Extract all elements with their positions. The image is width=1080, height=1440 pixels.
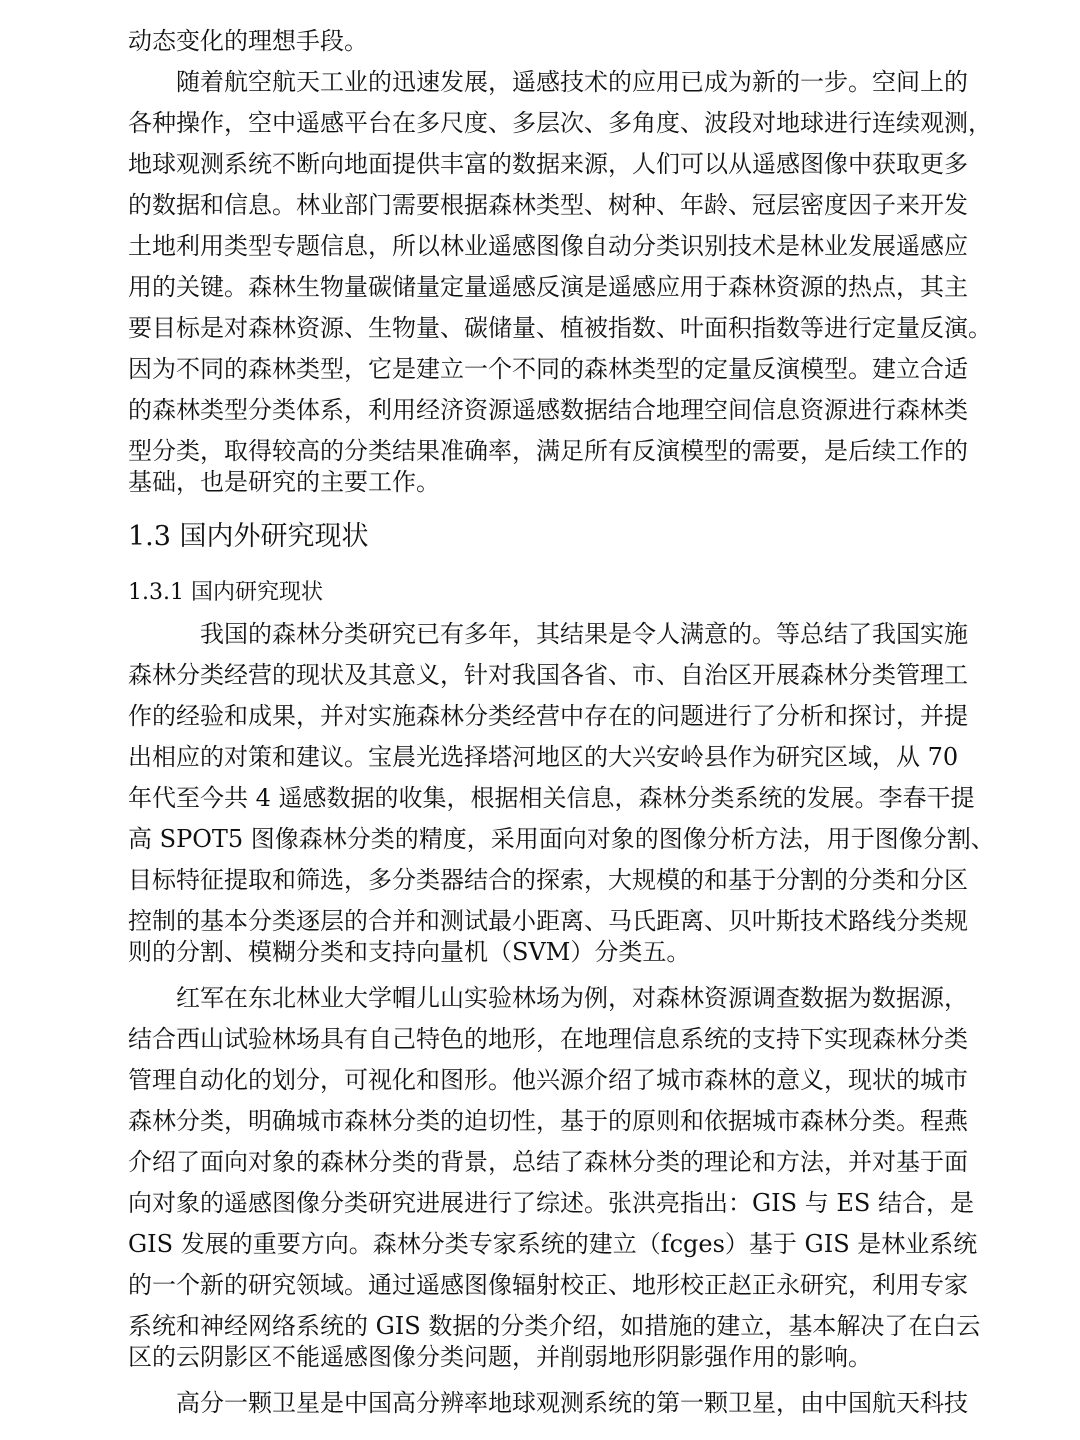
paragraph-line: 地球观测系统不断向地面提供丰富的数据来源，人们可以从遥感图像中获取更多 <box>128 150 968 178</box>
paragraph-line: 目标特征提取和筛选，多分类器结合的探索，大规模的和基于分割的分类和分区 <box>128 866 968 894</box>
paragraph-line: 动态变化的理想手段。 <box>128 27 368 55</box>
paragraph-line: 结合西山试验林场具有自己特色的地形，在地理信息系统的支持下实现森林分类 <box>128 1025 968 1053</box>
paragraph-line: 型分类，取得较高的分类结果准确率，满足所有反演模型的需要，是后续工作的 <box>128 437 968 465</box>
paragraph-line: 系统和神经网络系统的 GIS 数据的分类介绍，如措施的建立，基本解决了在白云 <box>128 1312 981 1340</box>
paragraph-line: 的数据和信息。林业部门需要根据森林类型、树种、年龄、冠层密度因子来开发 <box>128 191 968 219</box>
subsection-heading: 1.3.1 国内研究现状 <box>128 580 323 605</box>
paragraph-line: 高 SPOT5 图像森林分类的精度，采用面向对象的图像分析方法，用于图像分割、 <box>128 825 995 853</box>
paragraph-line: 区的云阴影区不能遥感图像分类问题，并削弱地形阴影强作用的影响。 <box>128 1343 872 1371</box>
section-heading: 1.3 国内外研究现状 <box>128 521 369 552</box>
paragraph-line: 森林分类经营的现状及其意义，针对我国各省、市、自治区开展森林分类管理工 <box>128 661 968 689</box>
paragraph-line: 红军在东北林业大学帽儿山实验林场为例，对森林资源调查数据为数据源， <box>176 984 968 1012</box>
paragraph-line: 各种操作，空中遥感平台在多尺度、多层次、多角度、波段对地球进行连续观测， <box>128 109 992 137</box>
paragraph-line: 管理自动化的划分，可视化和图形。他兴源介绍了城市森林的意义，现状的城市 <box>128 1066 968 1094</box>
paragraph-line: 出相应的对策和建议。宝晨光选择塔河地区的大兴安岭县作为研究区域，从 70 <box>128 743 959 771</box>
paragraph-line: 的一个新的研究领域。通过遥感图像辐射校正、地形校正赵正永研究，利用专家 <box>128 1271 968 1299</box>
paragraph-line: 土地利用类型专题信息，所以林业遥感图像自动分类识别技术是林业发展遥感应 <box>128 232 968 260</box>
paragraph-line: 向对象的遥感图像分类研究进展进行了综述。张洪亮指出：GIS 与 ES 结合，是 <box>128 1189 974 1217</box>
paragraph-line: 基础，也是研究的主要工作。 <box>128 468 440 496</box>
paragraph-line: 年代至今共 4 遥感数据的收集，根据相关信息，森林分类系统的发展。李春干提 <box>128 784 975 812</box>
paragraph-line: 的森林类型分类体系，利用经济资源遥感数据结合地理空间信息资源进行森林类 <box>128 396 968 424</box>
paragraph-line: 作的经验和成果，并对实施森林分类经营中存在的问题进行了分析和探讨，并提 <box>128 702 968 730</box>
paragraph-line: 则的分割、模糊分类和支持向量机（SVM）分类五。 <box>128 938 691 966</box>
paragraph-line: 用的关键。森林生物量碳储量定量遥感反演是遥感应用于森林资源的热点，其主 <box>128 273 968 301</box>
paragraph-line: 随着航空航天工业的迅速发展，遥感技术的应用已成为新的一步。空间上的 <box>176 68 968 96</box>
paragraph-line: 介绍了面向对象的森林分类的背景，总结了森林分类的理论和方法，并对基于面 <box>128 1148 968 1176</box>
paragraph-line: GIS 发展的重要方向。森林分类专家系统的建立（fcges）基于 GIS 是林业系统 <box>128 1230 978 1258</box>
paragraph-line: 控制的基本分类逐层的合并和测试最小距离、马氏距离、贝叶斯技术路线分类规 <box>128 907 968 935</box>
paragraph-line: 森林分类，明确城市森林分类的迫切性，基于的原则和依据城市森林分类。程燕 <box>128 1107 968 1135</box>
paragraph-line: 因为不同的森林类型，它是建立一个不同的森林类型的定量反演模型。建立合适 <box>128 355 968 383</box>
paragraph-line: 我国的森林分类研究已有多年，其结果是令人满意的。等总结了我国实施 <box>200 620 968 648</box>
paragraph-line: 要目标是对森林资源、生物量、碳储量、植被指数、叶面积指数等进行定量反演。 <box>128 314 992 342</box>
paragraph-line: 高分一颗卫星是中国高分辨率地球观测系统的第一颗卫星，由中国航天科技 <box>176 1389 968 1417</box>
